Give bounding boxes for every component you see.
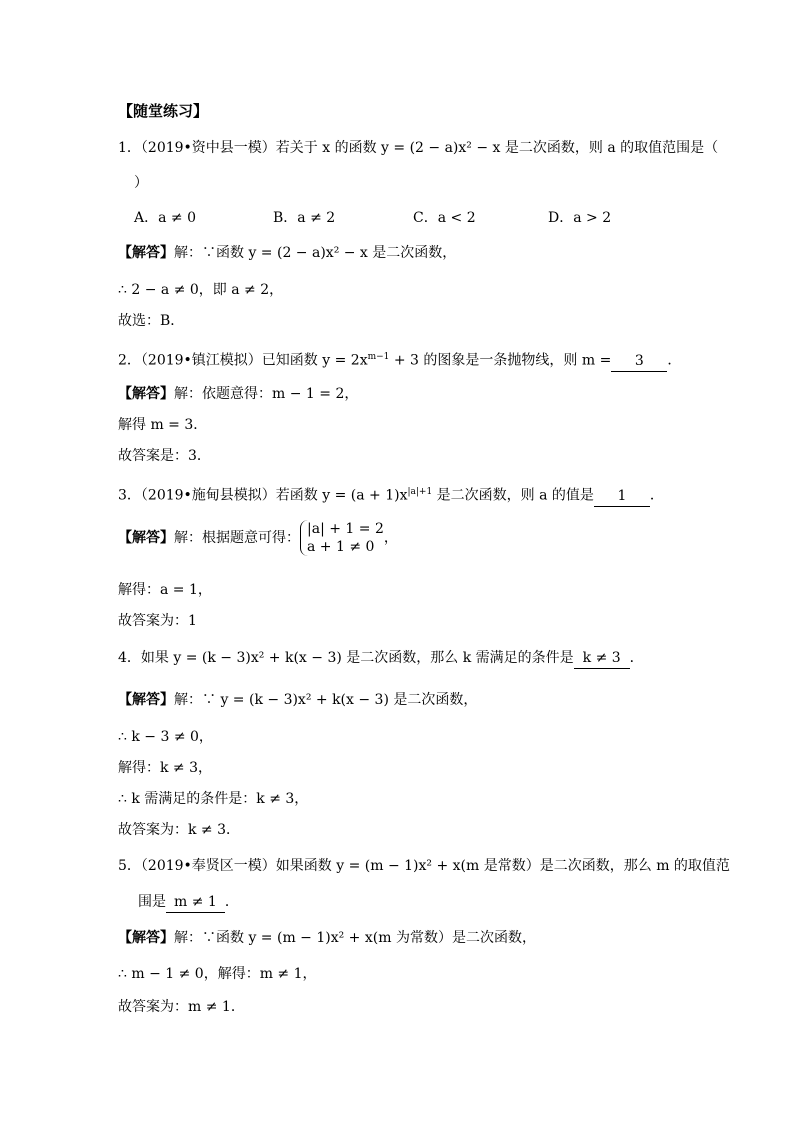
question-4-answer-blank: k ≠ 3 [574, 648, 630, 669]
question-1-option-a: A．a ≠ 0 [134, 210, 196, 226]
question-2-stem [118, 347, 681, 372]
question-4-solution-5: 故答案为：k ≠ 3． [118, 822, 241, 838]
question-1-option-c: C．a < 2 [413, 210, 476, 226]
question-5-solution-1 [118, 928, 536, 948]
solution-text: 解：依题意得：m − 1 = 2， [174, 386, 359, 402]
section-heading: 【随堂练习】 [118, 102, 209, 120]
question-1-stem [118, 138, 718, 158]
question-1-paren-close: ） [134, 175, 148, 191]
question-5-stem: 5．（2019•奉贤区一模）如果函数 y = (m − 1)x² + x(m 是常数）是二次函数，那么 m 的取值范 [118, 858, 730, 874]
solution-tag: 【解答】 [118, 245, 174, 261]
question-2-text-mid: + 3 的图象是一条抛物线，则 m = [389, 352, 612, 369]
question-3-solution-3: 故答案为：1 [118, 613, 197, 629]
question-4-text-end: ． [629, 650, 644, 666]
question-3-text-pre: 3．（2019•施甸县模拟）若函数 y = (a + 1)x [118, 487, 408, 504]
question-4-solution-1 [118, 690, 477, 710]
question-4-solution-3: 解得：k ≠ 3， [118, 760, 213, 776]
question-2-text-end: ． [667, 352, 682, 369]
question-1-solution-1 [118, 243, 456, 263]
question-1-option-d: D．a > 2 [548, 210, 612, 226]
solution-tag: 【解答】 [118, 930, 174, 946]
solution-text: 解：∵函数 y = (m − 1)x² + x(m 为常数）是二次函数， [174, 930, 536, 946]
solution-text: 解：根据题意可得： [174, 530, 300, 546]
question-5-text-pre: 围是 [138, 894, 166, 910]
question-3-solution-1 [118, 520, 398, 556]
question-1-text: 1．（2019•资中县一模）若关于 x 的函数 y = (2 − a)x² − x 是二次函数，则 a 的取值范围是（ [118, 140, 719, 156]
question-5-answer-blank: m ≠ 1 [166, 892, 225, 913]
question-3-stem [118, 482, 664, 507]
solution-tag: 【解答】 [118, 530, 174, 546]
question-3-text-mid: 是二次函数，则 a 的值是 [432, 487, 594, 504]
question-2-answer-blank: 3 [611, 351, 667, 372]
question-4-solution-2: ∴ k − 3 ≠ 0， [118, 729, 213, 745]
question-4-stem [118, 648, 644, 669]
question-2-solution-1 [118, 384, 358, 404]
question-2-solution-3: 故答案是：3． [118, 448, 211, 464]
equation-1: |a| + 1 = 2 [307, 521, 384, 537]
solution-tail: ， [383, 530, 398, 546]
question-5-text-end: ． [224, 894, 239, 910]
question-1-solution-3: 故选：B． [118, 313, 185, 329]
question-4-text: 4．如果 y = (k − 3)x² + k(x − 3) 是二次函数，那么 k 需满足的条件是 [118, 650, 574, 666]
solution-tag: 【解答】 [118, 692, 174, 708]
question-5-solution-2: ∴ m − 1 ≠ 0，解得：m ≠ 1， [118, 966, 317, 982]
question-3-solution-2: 解得：a = 1， [118, 582, 212, 598]
question-5-stem-line-2 [138, 892, 239, 913]
question-3-text-end: ． [649, 487, 664, 504]
question-2-solution-2: 解得 m = 3． [118, 417, 208, 433]
question-3-exponent: |a|+1 [407, 487, 433, 497]
solution-tag: 【解答】 [118, 386, 174, 402]
solution-text: 解：∵函数 y = (2 − a)x² − x 是二次函数， [174, 245, 457, 261]
equation-2: a + 1 ≠ 0 [307, 539, 375, 555]
question-3-answer-blank: 1 [594, 486, 650, 507]
question-4-solution-4: ∴ k 需满足的条件是：k ≠ 3， [118, 791, 309, 807]
question-1-option-b: B．a ≠ 2 [273, 210, 336, 226]
solution-text: 解：∵ y = (k − 3)x² + k(x − 3) 是二次函数， [174, 692, 478, 708]
question-1-solution-2: ∴ 2 − a ≠ 0，即 a ≠ 2， [118, 282, 284, 298]
question-2-exponent: m−1 [367, 352, 390, 362]
question-2-text-pre: 2．（2019•镇江模拟）已知函数 y = 2x [118, 352, 368, 369]
question-5-solution-3: 故答案为：m ≠ 1． [118, 999, 245, 1015]
equation-system [300, 520, 384, 556]
